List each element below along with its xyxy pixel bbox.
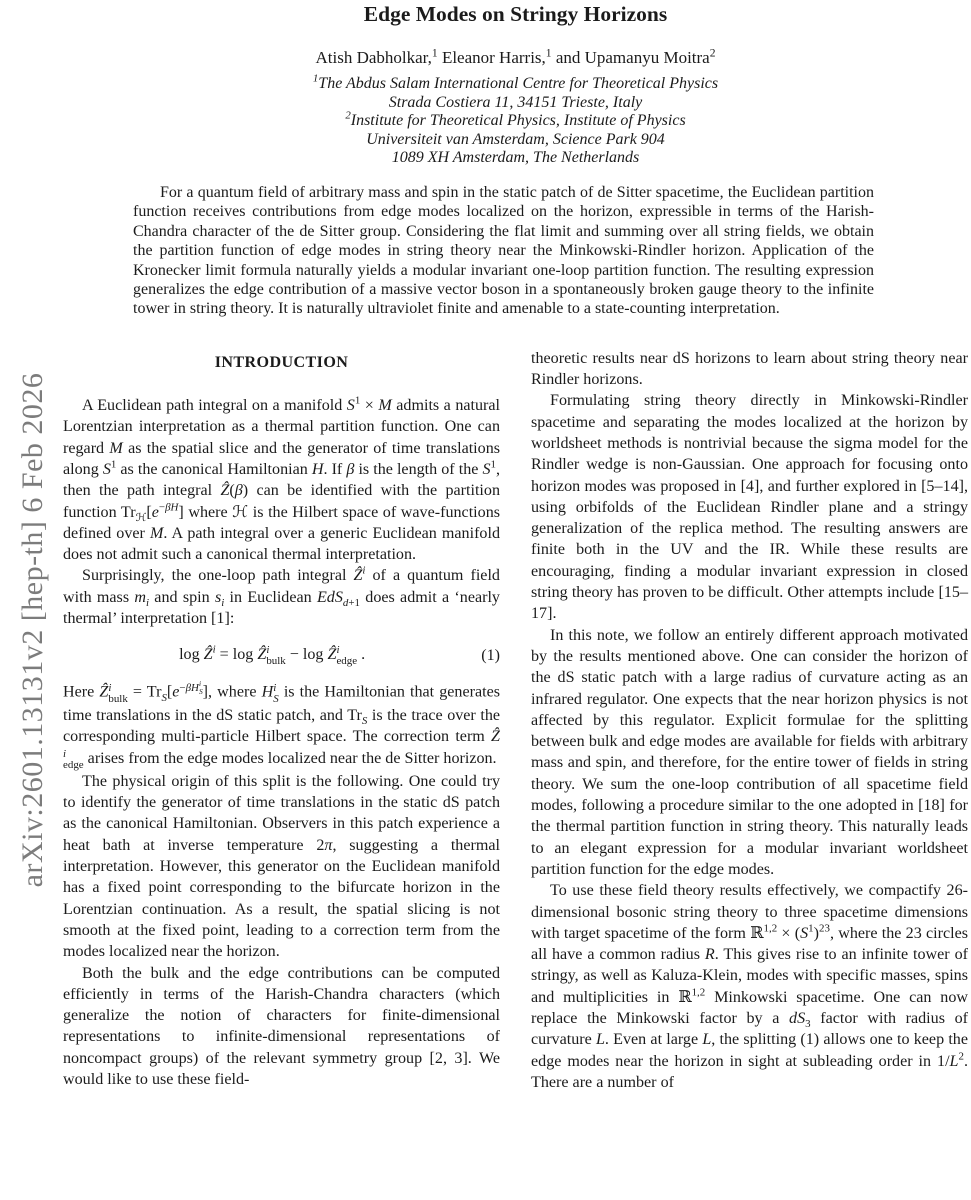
- paragraph: Formulating string theory directly in Minkowski-Rindler spacetime and separating the modes localized at the horizon by worldsheet methods is nontrivial because the sigma model for the Rindler wedge is non-Gaussian. One approach for focusing onto horizon modes was proposed in [4], and further explored in [5–14], using orbifolds of the Euclidean Rindler plane and a stringy generalization of the replica method. The resulting answers are finite both in the UV and the IR. While these results are encouraging, finding a modular invariant expression in closed string theory has proven to be difficult. Other attempts include [15–17].: [531, 392, 968, 623]
- equation-1-body: log Ẑ$^i$ = log Ẑ i bulk − log Ẑ i edge .: [179, 644, 366, 668]
- paragraph: To use these field theory results effectively, we compactify 26-dimensional bosonic string theory to three spacetime dimensions with target spacetime of the form ℝ$^{1,2}$ × $(S^1)^{23}$, where the 23 circles all have a common radius R. This gives rise to an infinite tower of stringy, as well as Kaluza-Klein, modes with specific masses, spins and multiplicities in ℝ$^{1,2}$ Minkowski spacetime. One can now replace the Minkowski factor by a $dS_3$ factor with radius of curvature L. Even at large L, the splitting (1) allows one to keep the edge modes near the horizon in sight at subleading order in $1/L^2$. There are a number of: [531, 882, 969, 1091]
- affiliation-line-3: $^2$Institute for Theoretical Physics, Institute of Physics: [345, 109, 686, 130]
- affiliation-line-1: $^1$The Abdus Salam International Centre for Theoretical Physics: [312, 72, 719, 92]
- right-column: [531, 348, 968, 1093]
- paper-header: [63, 0, 968, 168]
- authors-line: Atish Dabholkar,$^1$ Eleanor Harris,$^1$ and Upamanyu Moitra$^2$: [315, 46, 716, 67]
- paper-content: [63, 0, 968, 1093]
- equation-1: [63, 644, 500, 667]
- abstract-block: [133, 183, 874, 319]
- equation-1-number: (1): [481, 647, 500, 665]
- left-column: [63, 348, 500, 1093]
- section-heading-introduction: INTRODUCTION: [214, 353, 349, 371]
- paragraph: Both the bulk and the edge contributions can be computed efficiently in terms of the Harish-Chandra characters (which generalize the notion of characters for finite-dimensional representations to infinite-dimensional representations of noncompact groups) of the relevant symmetry group [2, 3]. We would like to use these field-: [63, 964, 500, 1088]
- paragraph: Surprisingly, the one-loop path integral Ẑ$^i$ of a quantum field with mass $m_i$ and spin $s_i$ in Euclidean EdS$_{d+1}$ does admit a ‘nearly thermal’ interpretation [1]:: [63, 565, 500, 628]
- abstract-text: For a quantum field of arbitrary mass and spin in the static patch of de Sitter spacetime, the Euclidean partition function receives contributions from edge modes localized on the horizon, expressible in terms of the Harish-Chandra character of the de Sitter group. Considering the flat limit and summing over all string fields, we obtain the partition function of edge modes in string theory near the Minkowski-Rindler horizon. Application of the Kronecker limit formula naturally yields a modular invariant one-loop partition function. The resulting expression generalizes the edge contribution of a massive vector boson in a spontaneously broken gauge theory to the infinite tower in string theory. It is naturally ultraviolet finite and amenable to a state-counting interpretation.: [133, 183, 874, 318]
- arxiv-watermark: arXiv:2601.13131v2 [hep-th] 6 Feb 2026: [16, 372, 49, 888]
- paragraph: In this note, we follow an entirely different approach motivated by the results mentioned above. One can consider the horizon of the dS static patch with a large radius of curvature acting as an infrared regulator. One expects that the near horizon physics is not affected by this regulator. Explicit formulae for the splitting between bulk and edge modes are available for fields with arbitrary mass and spin, and therefore, for the entire tower of fields in string theory. We sum the one-loop contribution of all spacetime field modes, following a procedure similar to the one adopted in [18] for the thermal partition function in string theory. This naturally leads to an elegant expression for a modular invariant worldsheet partition function for the edge modes.: [531, 626, 968, 878]
- paragraph: theoretic results near dS horizons to learn about string theory near Rindler horizons.: [531, 349, 968, 389]
- affiliations-block: [63, 72, 968, 168]
- two-column-body: [63, 348, 968, 1093]
- affiliation-line-2: Strada Costiera 11, 34151 Trieste, Italy: [388, 93, 643, 111]
- affiliation-line-4: Universiteit van Amsterdam, Science Park 904: [366, 130, 665, 148]
- paragraph: A Euclidean path integral on a manifold $S^1 \times M$ admits a natural Lorentzian interpretation as a thermal partition function. One can regard M as the spatial slice and the generator of time translations along $S^1$ as the canonical Hamiltonian H. If β is the length of the $S^1$, then the path integral Ẑ(β) can be identified with the partition function $Tr_ℋ[e^{-\beta H}]$ where ℋ is the Hilbert space of wave-functions defined over M. A path integral over a generic Euclidean manifold does not admit such a canonical thermal interpretation.: [63, 394, 501, 564]
- paper-title: Edge Modes on Stringy Horizons: [363, 2, 668, 26]
- paragraph: The physical origin of this split is the following. One could try to identify the generator of time translations in the static dS patch as the canonical Hamiltonian. Observers in this patch experience a heat bath at inverse temperature 2π, suggesting a thermal interpretation. However, this generator on the Euclidean manifold has a fixed point corresponding to the bifurcate horizon in the Lorentzian continuation. As a result, the spatial slicing is not smooth at the fixed point, leading to a correction term from the modes localized near the horizon.: [63, 772, 500, 961]
- paragraph: Here Ẑ i bulk = $Tr_S[e^{-\beta H i S}$ ], where H i S is the Hamiltonian that generates time translations in the dS static patch, and $Tr_S$ is the trace over the corresponding multi-particle Hilbert space. The correction term Ẑ i edge arises from the edge modes localized near the de Sitter horizon.: [63, 679, 501, 771]
- affiliation-line-5: 1089 XH Amsterdam, The Netherlands: [391, 149, 640, 167]
